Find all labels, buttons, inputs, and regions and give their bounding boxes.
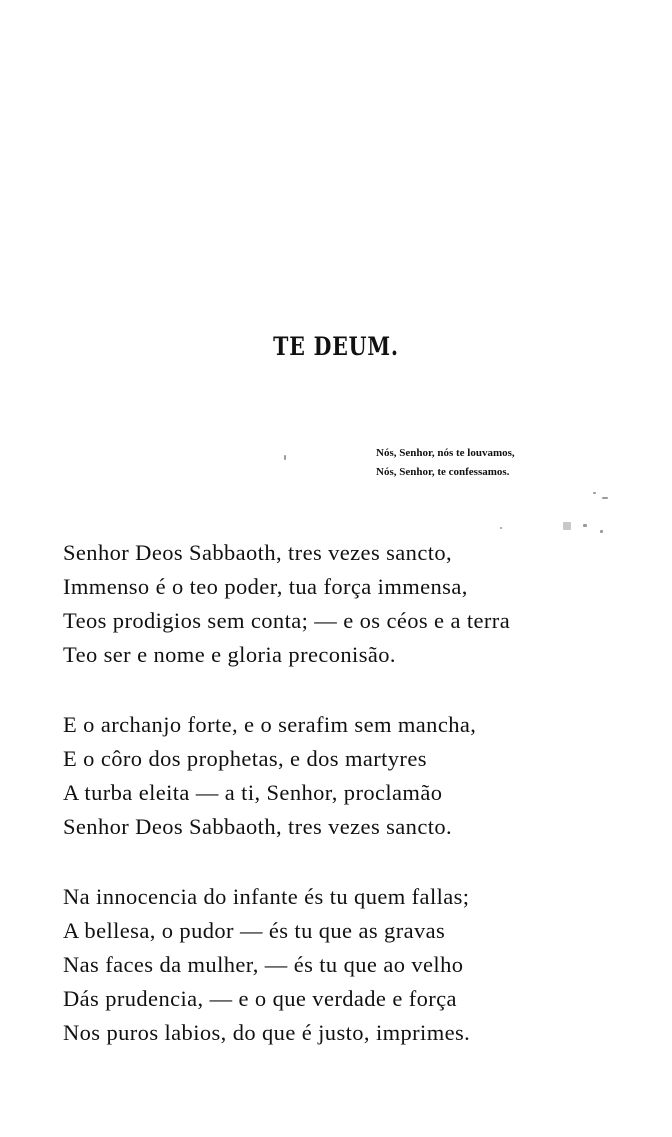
scan-speck (600, 530, 603, 533)
scan-speck (563, 522, 571, 530)
scan-speck (602, 497, 608, 499)
verse-line: Dás prudencia, — e o que verdade e força (63, 986, 457, 1011)
scan-speck (500, 527, 502, 529)
verse-line: A turba eleita — a ti, Senhor, proclamão (63, 780, 443, 805)
stanza (63, 708, 476, 844)
epigraph (376, 444, 515, 482)
verse-line: E o côro dos prophetas, e dos martyres (63, 746, 427, 771)
verse-line: Teos prodigios sem conta; — e os céos e a terra (63, 608, 511, 633)
verse-line: Nas faces da mulher, — és tu que ao velho (63, 952, 464, 977)
verse-line: Na innocencia do infante és tu quem fallas; (63, 884, 470, 909)
verse-line: A bellesa, o pudor — és tu que as gravas (63, 918, 446, 943)
stanza (63, 536, 510, 672)
verse-line: Immenso é o teo poder, tua força immensa, (63, 574, 468, 599)
stanza (63, 880, 470, 1050)
verse-line: Nos puros labios, do que é justo, imprimes. (63, 1020, 471, 1045)
poem-title: TE DEUM. (273, 332, 399, 361)
scan-speck (284, 455, 286, 460)
verse-line: Senhor Deos Sabbaoth, tres vezes sancto, (63, 540, 453, 565)
verse-line: Teo ser e nome e gloria preconisão. (63, 642, 396, 667)
scan-speck (593, 492, 596, 494)
epigraph-line: Nós, Senhor, te confessamos. (376, 466, 510, 478)
scan-speck (583, 524, 587, 527)
epigraph-line: Nós, Senhor, nós te louvamos, (376, 447, 515, 459)
verse-line: E o archanjo forte, e o serafim sem mancha, (63, 712, 477, 737)
verse-line: Senhor Deos Sabbaoth, tres vezes sancto. (63, 814, 453, 839)
